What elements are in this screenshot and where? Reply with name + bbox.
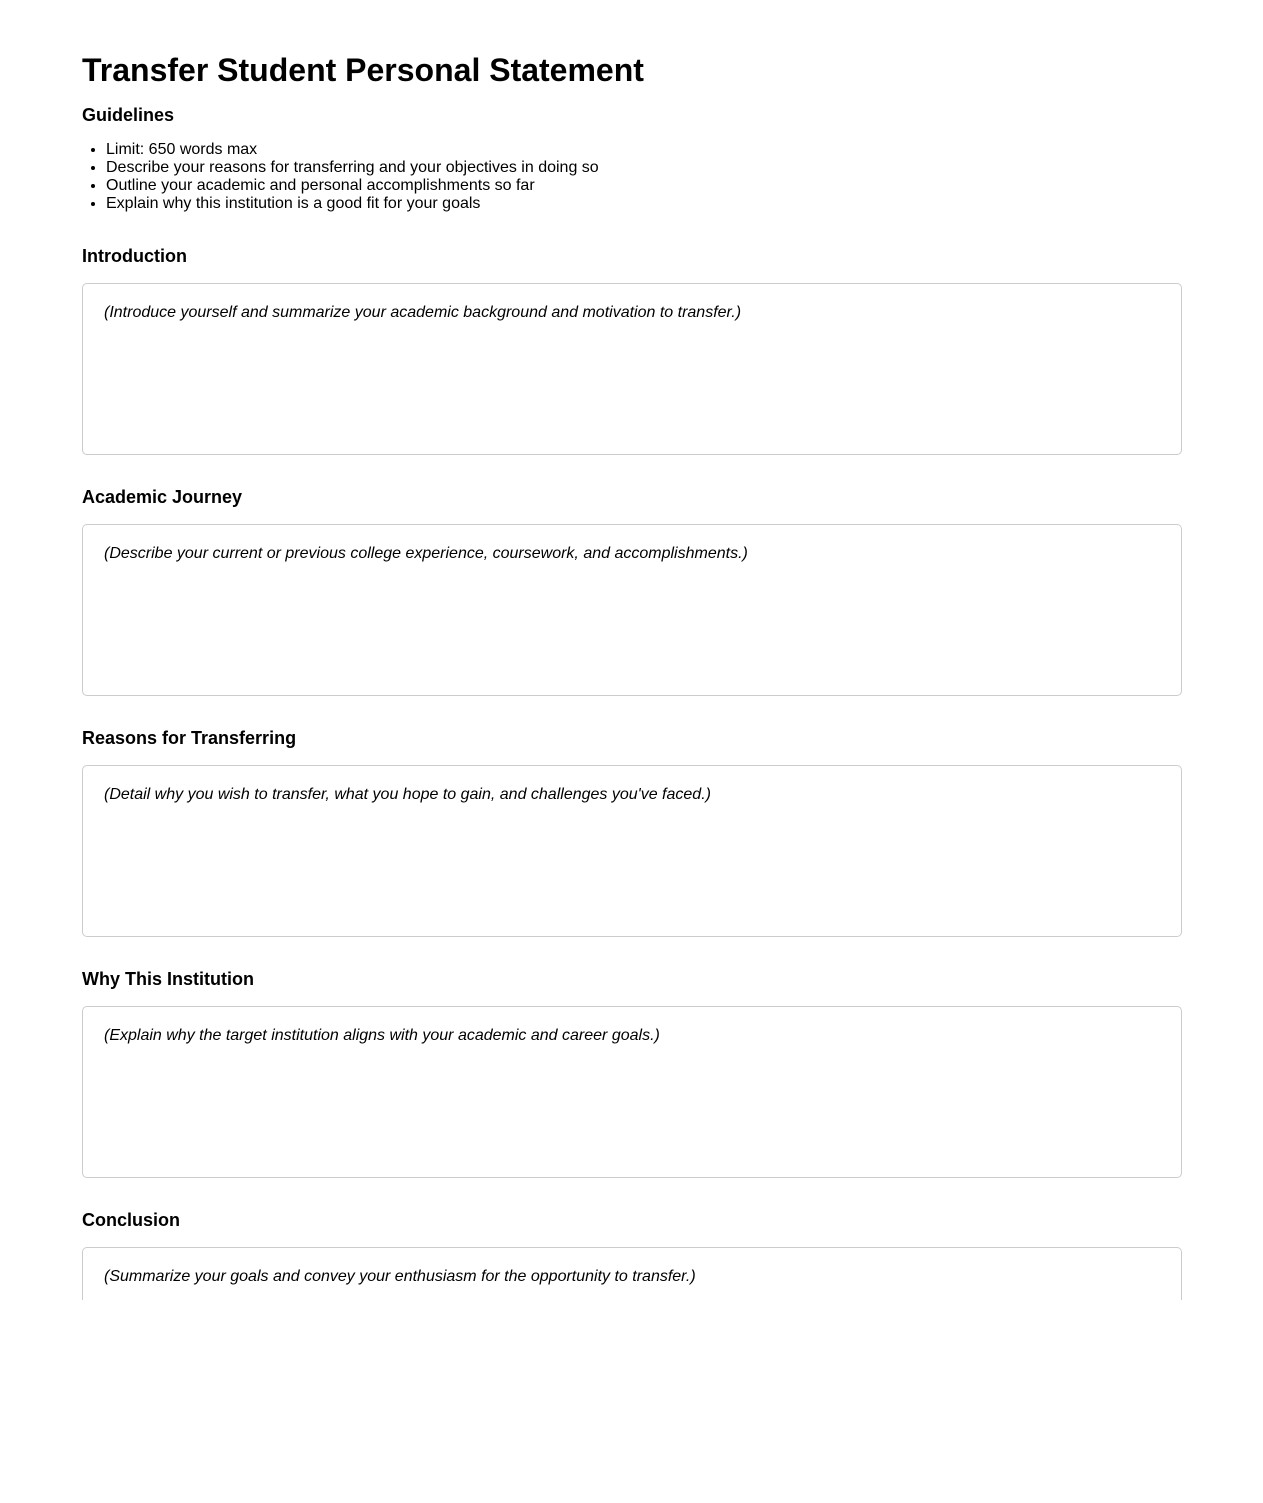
academic-journey-placeholder: (Describe your current or previous college experience, coursework, and accomplishments.) <box>104 545 748 562</box>
introduction-placeholder: (Introduce yourself and summarize your academic background and motivation to transfer.) <box>104 304 742 321</box>
section-heading-conclusion: Conclusion <box>82 1210 180 1230</box>
why-this-institution-text-area[interactable] <box>82 1006 1182 1178</box>
guideline-item: • Outline your academic and personal accomplishments so far <box>106 177 599 195</box>
reasons-for-transferring-placeholder: (Detail why you wish to transfer, what you hope to gain, and challenges you've faced.) <box>104 786 711 803</box>
reasons-for-transferring-text-area[interactable] <box>82 765 1182 937</box>
guideline-item: • Explain why this institution is a good fit for your goals <box>106 195 599 213</box>
guideline-item: • Describe your reasons for transferring and your objectives in doing so <box>106 159 599 177</box>
section-heading-introduction: Introduction <box>82 246 187 266</box>
section-heading-why-this-institution: Why This Institution <box>82 969 254 989</box>
guidelines-list <box>82 141 599 213</box>
guidelines-heading: Guidelines <box>82 105 175 125</box>
why-this-institution-placeholder: (Explain why the target institution aligns with your academic and career goals.) <box>104 1027 660 1044</box>
section-heading-reasons-for-transferring: Reasons for Transferring <box>82 728 297 748</box>
introduction-text-area[interactable] <box>82 283 1182 455</box>
conclusion-placeholder: (Summarize your goals and convey your enthusiasm for the opportunity to transfer.) <box>104 1268 696 1285</box>
page-title: Transfer Student Personal Statement <box>82 52 644 88</box>
conclusion-text-area[interactable] <box>82 1247 1182 1300</box>
guideline-item: • Limit: 650 words max <box>106 141 599 159</box>
academic-journey-text-area[interactable] <box>82 524 1182 696</box>
section-heading-academic-journey: Academic Journey <box>82 487 243 507</box>
